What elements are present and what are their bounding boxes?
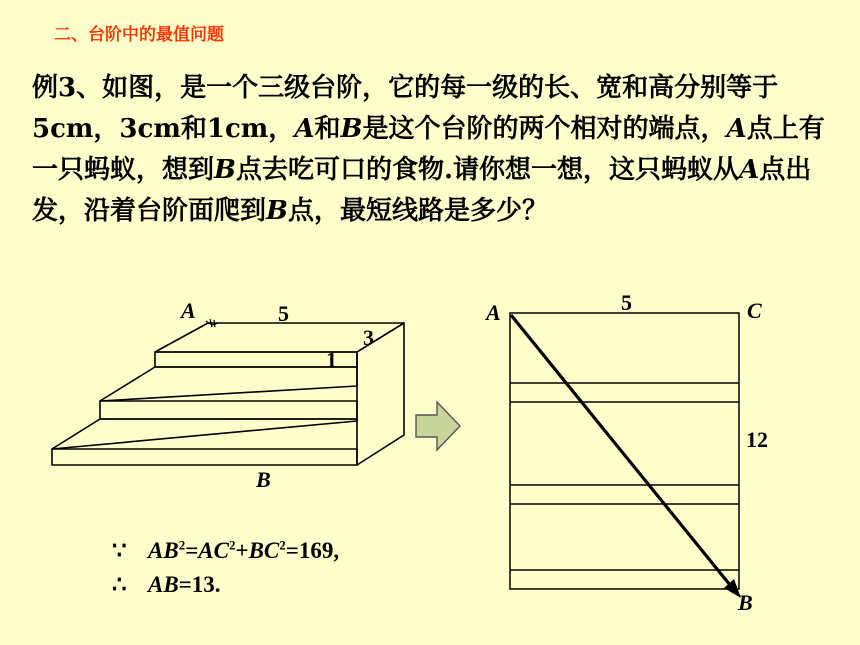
right-arrow-icon [416,402,460,450]
stair-label-length: 5 [278,301,289,326]
unfold-label-top: 5 [621,290,632,315]
step1-riser [52,449,357,465]
unfolded-figure [510,313,739,589]
stair-label-height: 1 [326,347,337,372]
unfold-label-a: A [486,300,501,325]
unfold-label-b: B [738,590,753,615]
step2-riser [100,401,357,419]
step2-tread [100,367,357,401]
step1-tread [52,419,357,449]
solution-line-2: ∴ AB=13. [112,572,221,597]
stair-label-a: A [181,298,196,323]
section-title: 二、台阶中的最值问题 [54,25,224,45]
solution-line-1: ∵ $AB^2=AC^2+BC^2=169$, [112,537,340,563]
problem-statement: 例3、如图，是一个三级台阶，它的每一级的长、宽和高分别等于5cm，3cm和1cm，A和B是这个台阶的两个相对的端点，A点上有一只蚂蚁，想到B点去吃可口的食物.请你想一想，这只蚂蚁从A点出发，沿着台阶面爬到B点，最短线路是多少？ [32,73,825,226]
path-ab-line [511,315,730,585]
unfold-label-c: C [747,298,762,323]
solution [112,534,339,602]
stair-label-b: B [256,467,271,492]
staircase-figure [52,319,404,465]
unfold-label-side: 12 [746,427,768,452]
stair-label-width: 3 [363,325,374,350]
